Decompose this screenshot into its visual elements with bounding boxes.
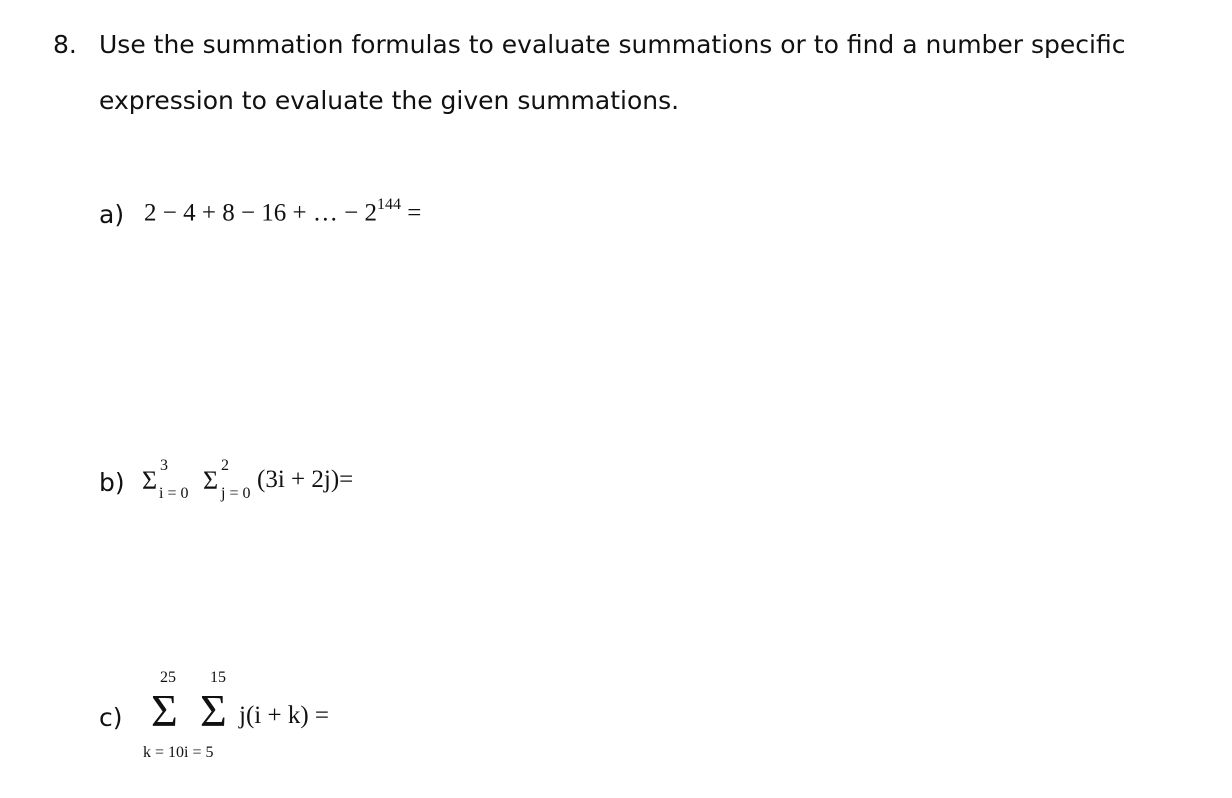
question-text-line-2: expression to evaluate the given summations. [99,86,680,115]
part-b-outer-sigma: Σ [142,466,158,495]
part-b-summand: (3i + 2j)= [257,466,354,493]
part-c-lower-limits: k = 10i = 5 [143,744,214,761]
part-c-outer-upper-limit: 25 [160,669,176,686]
part-b-outer-lower-limit: i = 0 [159,485,189,502]
part-a-label: a) [99,200,125,229]
part-a-expression [144,198,421,227]
part-a-exponent: 144 [377,196,401,213]
part-b-label: b) [99,468,125,497]
part-a-equals: = [401,199,422,227]
part-c-inner-sigma: Σ [200,685,227,736]
part-b-inner-lower-limit: j = 0 [221,485,251,502]
part-c-inner-upper-limit: 15 [210,669,226,686]
part-c-outer-sigma: Σ [151,685,178,736]
part-b-inner-upper-limit: 2 [221,457,229,474]
question-number: 8. [53,30,77,59]
part-a-series: 2 − 4 + 8 − 16 + … − 2 [144,199,377,227]
part-b-outer-upper-limit: 3 [160,457,168,474]
question-text-line-1: Use the summation formulas to evaluate summations or to find a number specific [99,30,1126,59]
part-c-label: c) [99,703,123,732]
part-b-inner-sigma: Σ [203,466,219,495]
part-c-summand: j(i + k) = [239,702,329,729]
